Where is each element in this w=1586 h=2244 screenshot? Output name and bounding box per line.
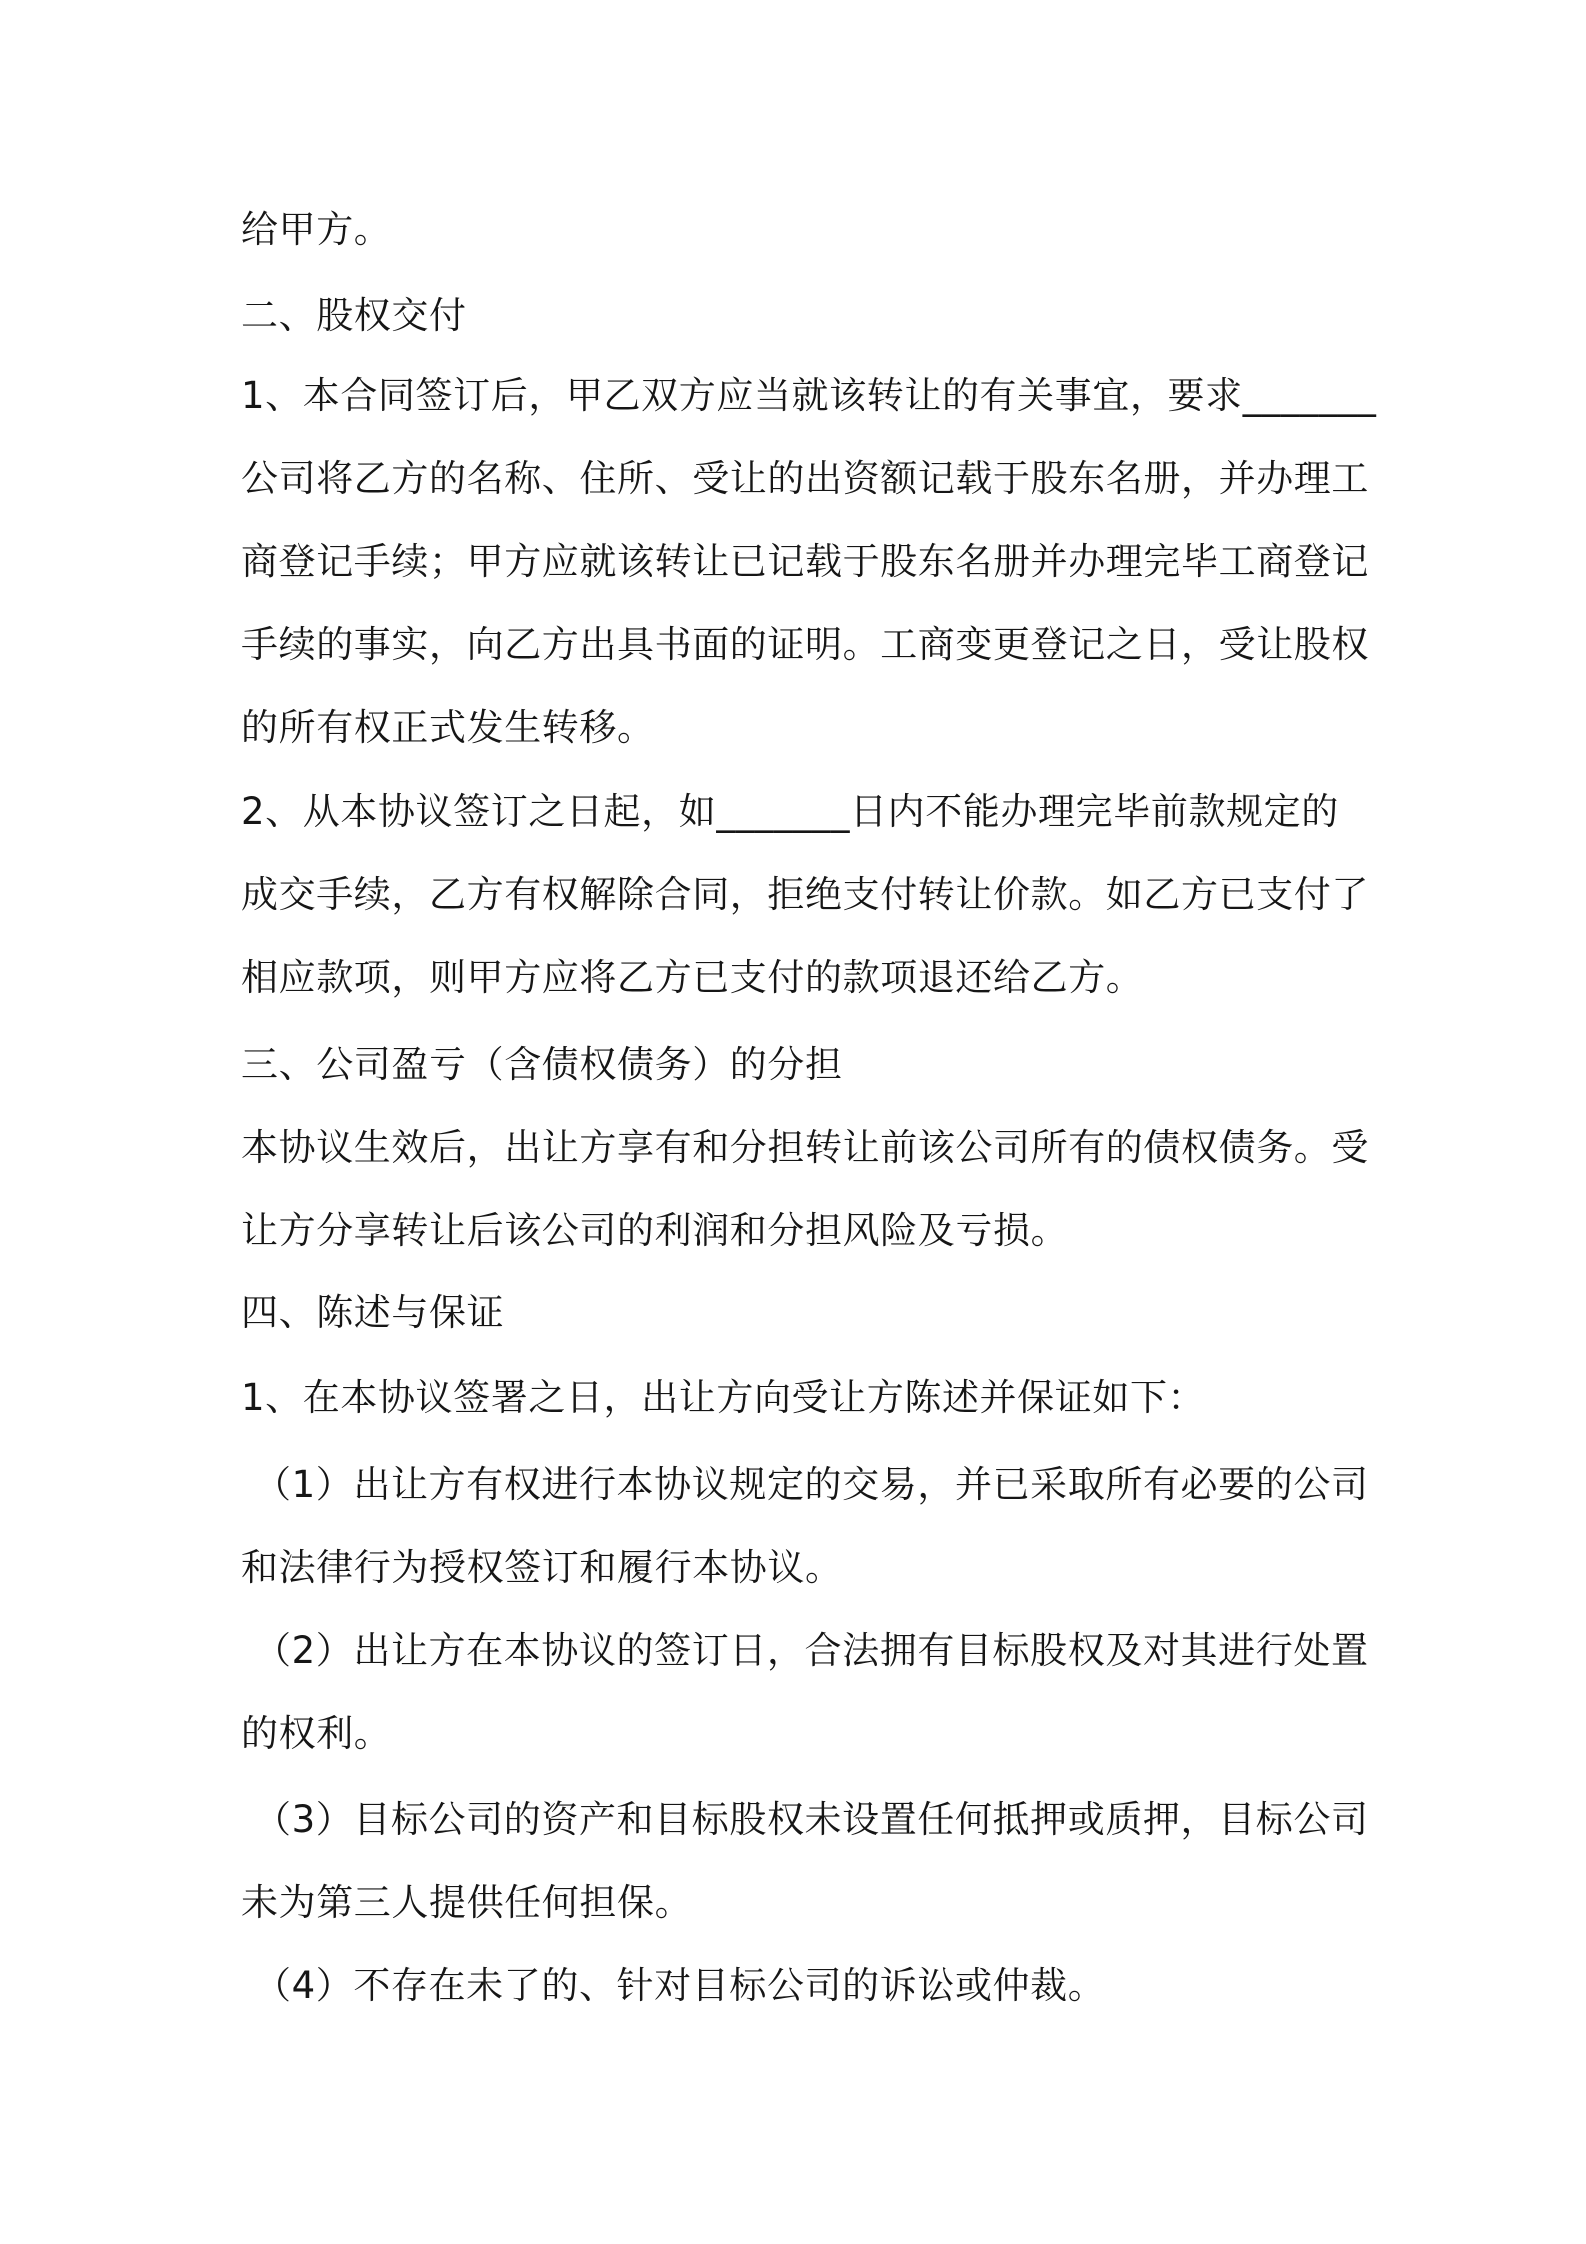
- text-line: （4）不存在未了的、针对目标公司的诉讼或仲裁。: [254, 1964, 1106, 2007]
- section-heading: 二、股权交付: [241, 294, 467, 337]
- text-line: 1、本合同签订后，甲乙双方应当就该转让的有关事宜，要求_______: [241, 374, 1377, 417]
- text-line: 2、从本协议签订之日起，如_______日内不能办理完毕前款规定的: [241, 790, 1339, 833]
- text-line: 成交手续，乙方有权解除合同，拒绝支付转让价款。如乙方已支付了: [241, 873, 1369, 916]
- text-line: 给甲方。: [241, 208, 392, 251]
- text-line: 和法律行为授权签订和履行本协议。: [241, 1546, 843, 1589]
- text-line: 1、在本协议签署之日，出让方向受让方陈述并保证如下：: [241, 1376, 1206, 1419]
- text-line: 的权利。: [241, 1712, 392, 1755]
- text-line: 商登记手续；甲方应就该转让已记载于股东名册并办理完毕工商登记: [241, 540, 1369, 583]
- text-line: （3）目标公司的资产和目标股权未设置任何抵押或质押，目标公司: [254, 1798, 1369, 1841]
- text-line: 未为第三人提供任何担保。: [241, 1881, 693, 1924]
- section-heading: 四、陈述与保证: [241, 1291, 505, 1334]
- section-heading: 三、公司盈亏（含债权债务）的分担: [241, 1043, 843, 1086]
- text-line: （1）出让方有权进行本协议规定的交易，并已采取所有必要的公司: [254, 1463, 1369, 1506]
- text-line: 本协议生效后，出让方享有和分担转让前该公司所有的债权债务。受: [241, 1126, 1369, 1169]
- text-line: （2）出让方在本协议的签订日，合法拥有目标股权及对其进行处置: [254, 1629, 1369, 1672]
- text-line: 相应款项，则甲方应将乙方已支付的款项退还给乙方。: [241, 956, 1144, 999]
- text-line: 让方分享转让后该公司的利润和分担风险及亏损。: [241, 1209, 1069, 1252]
- text-line: 手续的事实，向乙方出具书面的证明。工商变更登记之日，受让股权: [241, 623, 1369, 666]
- text-line: 的所有权正式发生转移。: [241, 706, 655, 749]
- text-line: 公司将乙方的名称、住所、受让的出资额记载于股东名册，并办理工: [241, 457, 1369, 500]
